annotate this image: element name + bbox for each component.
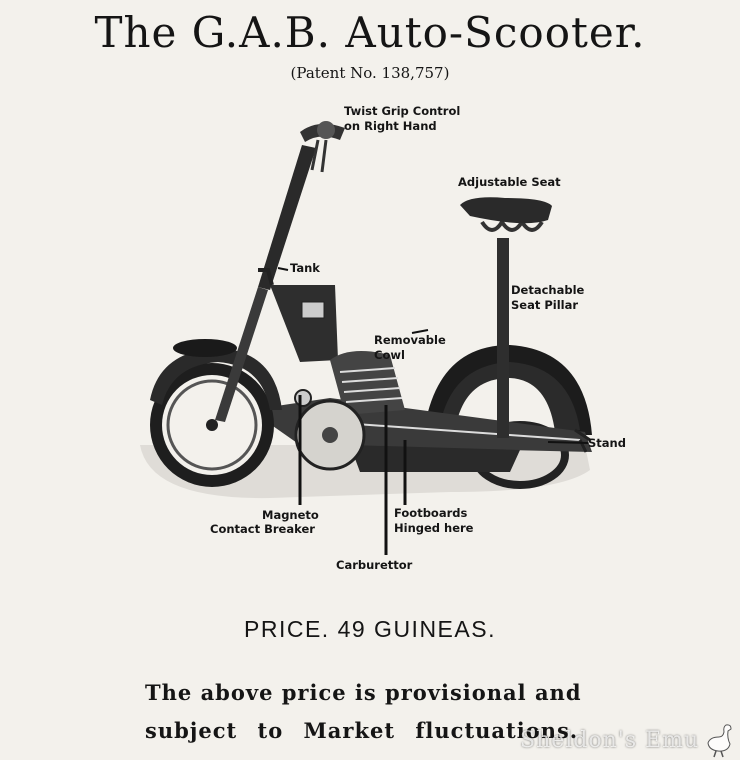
price-heading: PRICE. 49 GUINEAS.	[244, 616, 496, 642]
patent-number: (Patent No. 138,757)	[290, 64, 450, 82]
emu-icon	[704, 722, 738, 758]
price-note-line-1: The above price is provisional and	[145, 680, 582, 705]
price-note-line-2: subject to Market fluctuations.	[145, 718, 579, 743]
label-magneto: Magneto	[262, 508, 319, 522]
label-tank: Tank	[290, 261, 320, 275]
label-stand: Stand	[588, 436, 626, 450]
label-adjustable-seat: Adjustable Seat	[458, 175, 561, 189]
label-carburettor: Carburettor	[336, 558, 413, 572]
label-detachable-seat-pillar: Detachable Seat Pillar	[511, 283, 585, 312]
label-footboards: Footboards Hinged here	[394, 506, 474, 535]
page-title: The G.A.B. Auto-Scooter.	[94, 8, 646, 57]
label-contact-breaker: Contact Breaker	[210, 522, 315, 536]
watermark-text: Sheldon's Emu	[520, 728, 700, 753]
label-twist-grip: Twist Grip Control on Right Hand	[344, 104, 461, 133]
label-removable-cowl: Removable Cowl	[374, 333, 446, 362]
